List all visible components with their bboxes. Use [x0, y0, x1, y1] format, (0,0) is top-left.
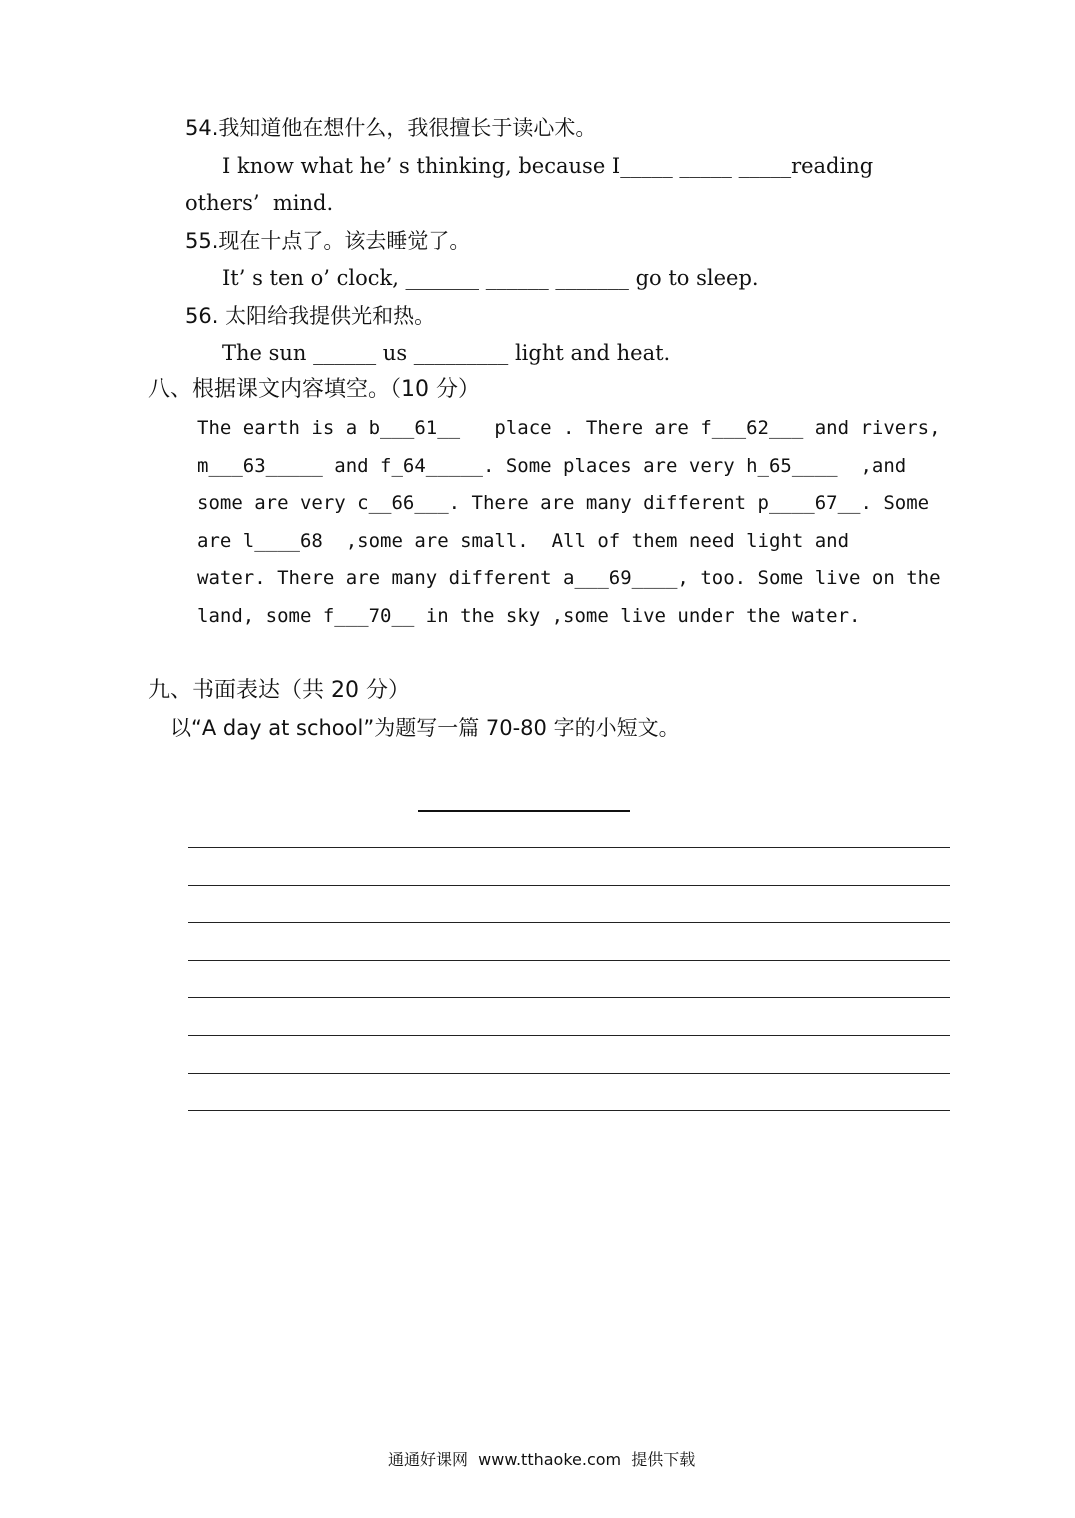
writing-line [188, 1073, 950, 1074]
section9-instruction: 以“A day at school”为题写一篇 70-80 字的小短文。 [170, 716, 680, 740]
section8-passage-line: land, some f___70__ in the sky ,some live under the water. [197, 605, 861, 627]
q54-english-line2: others’ mind. [185, 191, 334, 215]
section8-passage-line: The earth is a b___61__ place . There are f___62___ and rivers, [197, 417, 941, 439]
writing-line [188, 847, 950, 848]
q56-english-line1: The sun ______ us _________ light and heat. [222, 341, 671, 365]
section8-heading: 八、根据课文内容填空。（10 分） [148, 377, 480, 402]
q56-prompt: 56. 太阳给我提供光和热。 [185, 304, 436, 328]
essay-title-blank [418, 810, 630, 812]
writing-line [188, 960, 950, 961]
q54-english-line1: I know what he’ s thinking, because I_____ _____ _____reading [222, 154, 874, 178]
writing-line [188, 1035, 950, 1036]
writing-line [188, 922, 950, 923]
writing-line [188, 1110, 950, 1111]
q55-english-line1: It’ s ten o’ clock, _______ ______ _______ go to sleep. [222, 266, 759, 290]
q54-prompt: 54.我知道他在想什么，我很擅长于读心术。 [185, 116, 597, 140]
footer-source: 通通好课网 www.tthaoke.com 提供下载 [388, 1450, 696, 1469]
writing-line [188, 885, 950, 886]
section8-passage-line: some are very c__66___. There are many different p____67__. Some [197, 492, 930, 514]
section9-heading: 九、书面表达（共 20 分） [148, 678, 410, 703]
writing-line [188, 997, 950, 998]
section8-passage-line: m___63_____ and f_64_____. Some places are very h_65____ ,and [197, 455, 907, 477]
section8-passage-line: are l____68 ,some are small. All of them need light and [197, 530, 850, 552]
q55-prompt: 55.现在十点了。该去睡觉了。 [185, 229, 471, 253]
section8-passage-line: water. There are many different a___69____, too. Some live on the [197, 567, 941, 589]
